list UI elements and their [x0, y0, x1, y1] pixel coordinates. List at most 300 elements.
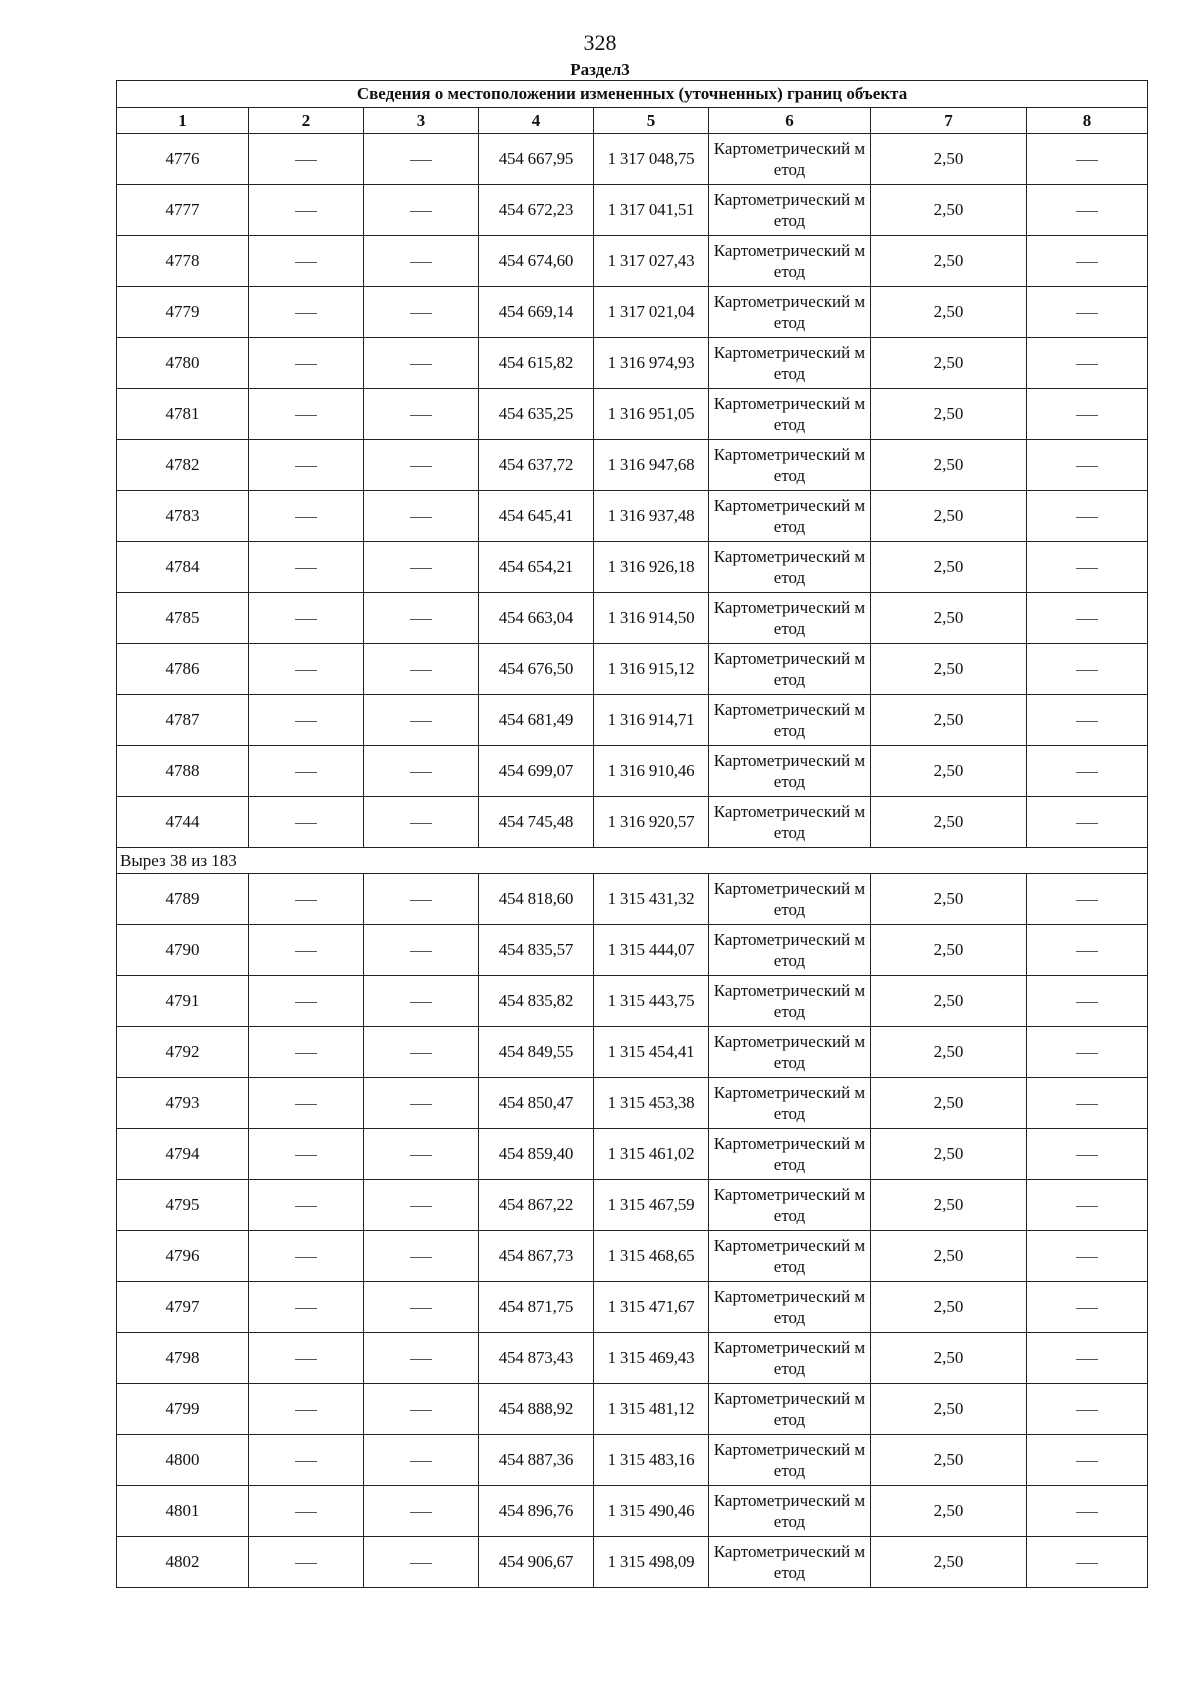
dash-mark [410, 1155, 432, 1156]
empty-cell [249, 185, 364, 236]
point-number-cell: 4796 [117, 1231, 249, 1282]
dash-mark [295, 772, 317, 773]
empty-cell [249, 695, 364, 746]
point-number-cell: 4798 [117, 1333, 249, 1384]
dash-mark [1076, 1410, 1098, 1411]
table-row [117, 236, 1148, 287]
empty-cell [1027, 1333, 1148, 1384]
coordinate-y-cell: 1 317 041,51 [594, 185, 709, 236]
coordinate-x-cell: 454 669,14 [479, 287, 594, 338]
coordinate-x-cell: 454 887,36 [479, 1435, 594, 1486]
dash-mark [295, 1410, 317, 1411]
column-header-1: 1 [117, 108, 249, 134]
coordinate-x-cell: 454 906,67 [479, 1537, 594, 1588]
empty-cell [364, 491, 479, 542]
dash-mark [410, 160, 432, 161]
point-number-cell: 4792 [117, 1027, 249, 1078]
table-row [117, 287, 1148, 338]
empty-cell [1027, 1282, 1148, 1333]
point-number-cell: 4794 [117, 1129, 249, 1180]
dash-mark [410, 670, 432, 671]
coordinate-y-cell: 1 316 914,50 [594, 593, 709, 644]
table-caption: Сведения о местоположении измененных (уточненных) границ объекта [117, 81, 1148, 108]
point-number-cell: 4782 [117, 440, 249, 491]
coordinate-y-cell: 1 315 490,46 [594, 1486, 709, 1537]
dash-mark [1076, 951, 1098, 952]
empty-cell [364, 976, 479, 1027]
dash-mark [410, 466, 432, 467]
dash-mark [410, 1308, 432, 1309]
point-number-cell: 4776 [117, 134, 249, 185]
coordinate-x-cell: 454 681,49 [479, 695, 594, 746]
coordinate-x-cell: 454 674,60 [479, 236, 594, 287]
coordinate-y-cell: 1 316 974,93 [594, 338, 709, 389]
dash-mark [410, 1512, 432, 1513]
boundary-coordinates-table [116, 80, 1148, 1588]
empty-cell [249, 287, 364, 338]
dash-mark [295, 211, 317, 212]
accuracy-cell: 2,50 [871, 874, 1027, 925]
table-row [117, 1231, 1148, 1282]
dash-mark [1076, 772, 1098, 773]
empty-cell [1027, 1027, 1148, 1078]
coordinate-y-cell: 1 316 951,05 [594, 389, 709, 440]
dash-mark [410, 1053, 432, 1054]
empty-cell [364, 1486, 479, 1537]
dash-mark [410, 1359, 432, 1360]
accuracy-cell: 2,50 [871, 1333, 1027, 1384]
empty-cell [1027, 1537, 1148, 1588]
method-cell: Картометрический метод [709, 695, 871, 746]
table-row [117, 1537, 1148, 1588]
table-row [117, 1180, 1148, 1231]
empty-cell [364, 1231, 479, 1282]
point-number-cell: 4797 [117, 1282, 249, 1333]
point-number-cell: 4786 [117, 644, 249, 695]
method-cell: Картометрический метод [709, 1231, 871, 1282]
empty-cell [249, 925, 364, 976]
dash-mark [295, 1257, 317, 1258]
dash-mark [1076, 1359, 1098, 1360]
empty-cell [1027, 1078, 1148, 1129]
accuracy-cell: 2,50 [871, 287, 1027, 338]
dash-mark [410, 517, 432, 518]
dash-mark [1076, 670, 1098, 671]
coordinate-x-cell: 454 654,21 [479, 542, 594, 593]
method-cell: Картометрический метод [709, 1078, 871, 1129]
dash-mark [410, 313, 432, 314]
table-row [117, 1078, 1148, 1129]
accuracy-cell: 2,50 [871, 440, 1027, 491]
table-row [117, 1282, 1148, 1333]
empty-cell [1027, 976, 1148, 1027]
empty-cell [364, 1435, 479, 1486]
empty-cell [364, 1282, 479, 1333]
dash-mark [295, 568, 317, 569]
dash-mark [295, 670, 317, 671]
coordinate-y-cell: 1 316 915,12 [594, 644, 709, 695]
empty-cell [1027, 542, 1148, 593]
point-number-cell: 4783 [117, 491, 249, 542]
empty-cell [249, 976, 364, 1027]
dash-mark [1076, 313, 1098, 314]
accuracy-cell: 2,50 [871, 925, 1027, 976]
dash-mark [1076, 823, 1098, 824]
empty-cell [1027, 287, 1148, 338]
empty-cell [249, 644, 364, 695]
coordinate-y-cell: 1 316 947,68 [594, 440, 709, 491]
point-number-cell: 4781 [117, 389, 249, 440]
coordinate-y-cell: 1 317 048,75 [594, 134, 709, 185]
dash-mark [295, 313, 317, 314]
table-row [117, 1333, 1148, 1384]
point-number-cell: 4795 [117, 1180, 249, 1231]
point-number-cell: 4799 [117, 1384, 249, 1435]
empty-cell [1027, 236, 1148, 287]
empty-cell [249, 1027, 364, 1078]
empty-cell [249, 1537, 364, 1588]
accuracy-cell: 2,50 [871, 236, 1027, 287]
dash-mark [410, 619, 432, 620]
coordinate-y-cell: 1 316 914,71 [594, 695, 709, 746]
dash-mark [410, 1257, 432, 1258]
coordinate-y-cell: 1 316 910,46 [594, 746, 709, 797]
empty-cell [364, 1129, 479, 1180]
empty-cell [1027, 1384, 1148, 1435]
accuracy-cell: 2,50 [871, 185, 1027, 236]
dash-mark [1076, 1308, 1098, 1309]
coordinate-y-cell: 1 315 469,43 [594, 1333, 709, 1384]
dash-mark [410, 1104, 432, 1105]
table-row [117, 338, 1148, 389]
point-number-cell: 4779 [117, 287, 249, 338]
empty-cell [364, 874, 479, 925]
empty-cell [249, 797, 364, 848]
empty-cell [1027, 1486, 1148, 1537]
dash-mark [410, 823, 432, 824]
empty-cell [1027, 925, 1148, 976]
empty-cell [364, 1078, 479, 1129]
method-cell: Картометрический метод [709, 1384, 871, 1435]
empty-cell [364, 644, 479, 695]
table-row [117, 542, 1148, 593]
table-row [117, 440, 1148, 491]
column-header-6: 6 [709, 108, 871, 134]
dash-mark [1076, 1257, 1098, 1258]
dash-mark [295, 823, 317, 824]
column-header-7: 7 [871, 108, 1027, 134]
accuracy-cell: 2,50 [871, 491, 1027, 542]
method-cell: Картометрический метод [709, 134, 871, 185]
coordinate-y-cell: 1 315 498,09 [594, 1537, 709, 1588]
table-row [117, 491, 1148, 542]
coordinate-x-cell: 454 745,48 [479, 797, 594, 848]
point-number-cell: 4788 [117, 746, 249, 797]
point-number-cell: 4789 [117, 874, 249, 925]
coordinate-y-cell: 1 315 481,12 [594, 1384, 709, 1435]
empty-cell [1027, 1435, 1148, 1486]
coordinate-x-cell: 454 835,57 [479, 925, 594, 976]
empty-cell [249, 1435, 364, 1486]
coordinate-x-cell: 454 663,04 [479, 593, 594, 644]
dash-mark [410, 1002, 432, 1003]
dash-mark [1076, 1053, 1098, 1054]
column-header-8: 8 [1027, 108, 1148, 134]
method-cell: Картометрический метод [709, 1435, 871, 1486]
dash-mark [295, 1308, 317, 1309]
table-row [117, 746, 1148, 797]
empty-cell [1027, 593, 1148, 644]
accuracy-cell: 2,50 [871, 1435, 1027, 1486]
column-header-3: 3 [364, 108, 479, 134]
empty-cell [249, 542, 364, 593]
dash-mark [295, 619, 317, 620]
dash-mark [410, 1563, 432, 1564]
coordinate-y-cell: 1 315 483,16 [594, 1435, 709, 1486]
empty-cell [249, 389, 364, 440]
method-cell: Картометрический метод [709, 593, 871, 644]
point-number-cell: 4785 [117, 593, 249, 644]
empty-cell [249, 236, 364, 287]
dash-mark [1076, 211, 1098, 212]
coordinate-y-cell: 1 316 937,48 [594, 491, 709, 542]
table-row [117, 1384, 1148, 1435]
dash-mark [410, 211, 432, 212]
table-row [117, 1486, 1148, 1537]
method-cell: Картометрический метод [709, 542, 871, 593]
dash-mark [295, 1053, 317, 1054]
coordinate-y-cell: 1 315 444,07 [594, 925, 709, 976]
coordinate-x-cell: 454 896,76 [479, 1486, 594, 1537]
empty-cell [1027, 1129, 1148, 1180]
empty-cell [364, 236, 479, 287]
dash-mark [410, 364, 432, 365]
dash-mark [295, 1512, 317, 1513]
accuracy-cell: 2,50 [871, 1078, 1027, 1129]
dash-mark [295, 415, 317, 416]
empty-cell [1027, 797, 1148, 848]
dash-mark [295, 160, 317, 161]
dash-mark [1076, 1155, 1098, 1156]
dash-mark [1076, 517, 1098, 518]
dash-mark [1076, 364, 1098, 365]
method-cell: Картометрический метод [709, 1537, 871, 1588]
dash-mark [1076, 262, 1098, 263]
empty-cell [364, 338, 479, 389]
empty-cell [249, 593, 364, 644]
dash-mark [295, 1206, 317, 1207]
coordinate-y-cell: 1 315 471,67 [594, 1282, 709, 1333]
point-number-cell: 4800 [117, 1435, 249, 1486]
subsection-label: Вырез 38 из 183 [117, 848, 1148, 874]
dash-mark [1076, 619, 1098, 620]
dash-mark [1076, 160, 1098, 161]
dash-mark [1076, 1206, 1098, 1207]
dash-mark [410, 900, 432, 901]
empty-cell [249, 1078, 364, 1129]
table-row [117, 925, 1148, 976]
dash-mark [1076, 900, 1098, 901]
method-cell: Картометрический метод [709, 1486, 871, 1537]
coordinate-y-cell: 1 315 431,32 [594, 874, 709, 925]
accuracy-cell: 2,50 [871, 976, 1027, 1027]
method-cell: Картометрический метод [709, 287, 871, 338]
empty-cell [249, 134, 364, 185]
method-cell: Картометрический метод [709, 1129, 871, 1180]
point-number-cell: 4777 [117, 185, 249, 236]
method-cell: Картометрический метод [709, 389, 871, 440]
method-cell: Картометрический метод [709, 925, 871, 976]
accuracy-cell: 2,50 [871, 1129, 1027, 1180]
coordinate-x-cell: 454 635,25 [479, 389, 594, 440]
empty-cell [364, 593, 479, 644]
dash-mark [410, 1206, 432, 1207]
method-cell: Картометрический метод [709, 1180, 871, 1231]
dash-mark [1076, 1104, 1098, 1105]
coordinate-x-cell: 454 867,73 [479, 1231, 594, 1282]
point-number-cell: 4744 [117, 797, 249, 848]
column-header-row [117, 108, 1148, 134]
empty-cell [249, 1231, 364, 1282]
subsection-row [117, 848, 1148, 874]
method-cell: Картометрический метод [709, 644, 871, 695]
dash-mark [410, 951, 432, 952]
coordinate-x-cell: 454 888,92 [479, 1384, 594, 1435]
dash-mark [295, 1104, 317, 1105]
method-cell: Картометрический метод [709, 491, 871, 542]
empty-cell [364, 440, 479, 491]
coordinate-y-cell: 1 315 461,02 [594, 1129, 709, 1180]
empty-cell [364, 185, 479, 236]
empty-cell [364, 1333, 479, 1384]
dash-mark [295, 1359, 317, 1360]
column-header-4: 4 [479, 108, 594, 134]
point-number-cell: 4784 [117, 542, 249, 593]
point-number-cell: 4802 [117, 1537, 249, 1588]
accuracy-cell: 2,50 [871, 1282, 1027, 1333]
section-title: Раздел3 [570, 60, 630, 79]
empty-cell [364, 925, 479, 976]
dash-mark [295, 1002, 317, 1003]
table-caption-row [117, 81, 1148, 108]
coordinate-y-cell: 1 316 926,18 [594, 542, 709, 593]
coordinate-x-cell: 454 873,43 [479, 1333, 594, 1384]
method-cell: Картометрический метод [709, 185, 871, 236]
empty-cell [1027, 338, 1148, 389]
coordinate-y-cell: 1 317 027,43 [594, 236, 709, 287]
dash-mark [295, 262, 317, 263]
empty-cell [249, 746, 364, 797]
dash-mark [295, 1155, 317, 1156]
table-row [117, 593, 1148, 644]
accuracy-cell: 2,50 [871, 797, 1027, 848]
empty-cell [364, 542, 479, 593]
point-number-cell: 4780 [117, 338, 249, 389]
coordinate-x-cell: 454 850,47 [479, 1078, 594, 1129]
coordinate-y-cell: 1 315 467,59 [594, 1180, 709, 1231]
coordinate-x-cell: 454 615,82 [479, 338, 594, 389]
empty-cell [1027, 644, 1148, 695]
coordinate-x-cell: 454 871,75 [479, 1282, 594, 1333]
accuracy-cell: 2,50 [871, 542, 1027, 593]
dash-mark [1076, 1461, 1098, 1462]
accuracy-cell: 2,50 [871, 593, 1027, 644]
accuracy-cell: 2,50 [871, 746, 1027, 797]
table-row [117, 644, 1148, 695]
table-row [117, 695, 1148, 746]
method-cell: Картометрический метод [709, 1027, 871, 1078]
empty-cell [1027, 874, 1148, 925]
empty-cell [249, 491, 364, 542]
empty-cell [1027, 185, 1148, 236]
accuracy-cell: 2,50 [871, 1537, 1027, 1588]
dash-mark [410, 1461, 432, 1462]
dash-mark [410, 568, 432, 569]
point-number-cell: 4801 [117, 1486, 249, 1537]
empty-cell [1027, 1180, 1148, 1231]
point-number-cell: 4791 [117, 976, 249, 1027]
empty-cell [249, 1333, 364, 1384]
table-row [117, 1027, 1148, 1078]
empty-cell [364, 1180, 479, 1231]
table-row [117, 185, 1148, 236]
dash-mark [1076, 1563, 1098, 1564]
dash-mark [295, 466, 317, 467]
coordinate-x-cell: 454 867,22 [479, 1180, 594, 1231]
empty-cell [1027, 1231, 1148, 1282]
coordinate-y-cell: 1 315 453,38 [594, 1078, 709, 1129]
accuracy-cell: 2,50 [871, 1384, 1027, 1435]
dash-mark [410, 1410, 432, 1411]
method-cell: Картометрический метод [709, 440, 871, 491]
coordinate-x-cell: 454 818,60 [479, 874, 594, 925]
empty-cell [249, 440, 364, 491]
table-row [117, 797, 1148, 848]
method-cell: Картометрический метод [709, 1333, 871, 1384]
dash-mark [410, 772, 432, 773]
coordinate-x-cell: 454 667,95 [479, 134, 594, 185]
accuracy-cell: 2,50 [871, 134, 1027, 185]
point-number-cell: 4787 [117, 695, 249, 746]
accuracy-cell: 2,50 [871, 1180, 1027, 1231]
coordinate-x-cell: 454 835,82 [479, 976, 594, 1027]
empty-cell [364, 797, 479, 848]
method-cell: Картометрический метод [709, 1282, 871, 1333]
point-number-cell: 4793 [117, 1078, 249, 1129]
accuracy-cell: 2,50 [871, 338, 1027, 389]
coordinate-x-cell: 454 859,40 [479, 1129, 594, 1180]
coordinate-x-cell: 454 637,72 [479, 440, 594, 491]
empty-cell [364, 1027, 479, 1078]
dash-mark [1076, 415, 1098, 416]
dash-mark [1076, 568, 1098, 569]
dash-mark [1076, 1002, 1098, 1003]
coordinate-y-cell: 1 316 920,57 [594, 797, 709, 848]
coordinate-x-cell: 454 849,55 [479, 1027, 594, 1078]
method-cell: Картометрический метод [709, 797, 871, 848]
empty-cell [249, 338, 364, 389]
method-cell: Картометрический метод [709, 236, 871, 287]
empty-cell [1027, 440, 1148, 491]
empty-cell [1027, 491, 1148, 542]
coordinate-x-cell: 454 699,07 [479, 746, 594, 797]
column-header-2: 2 [249, 108, 364, 134]
empty-cell [249, 1129, 364, 1180]
dash-mark [1076, 1512, 1098, 1513]
accuracy-cell: 2,50 [871, 1231, 1027, 1282]
table-row [117, 134, 1148, 185]
empty-cell [364, 1384, 479, 1435]
